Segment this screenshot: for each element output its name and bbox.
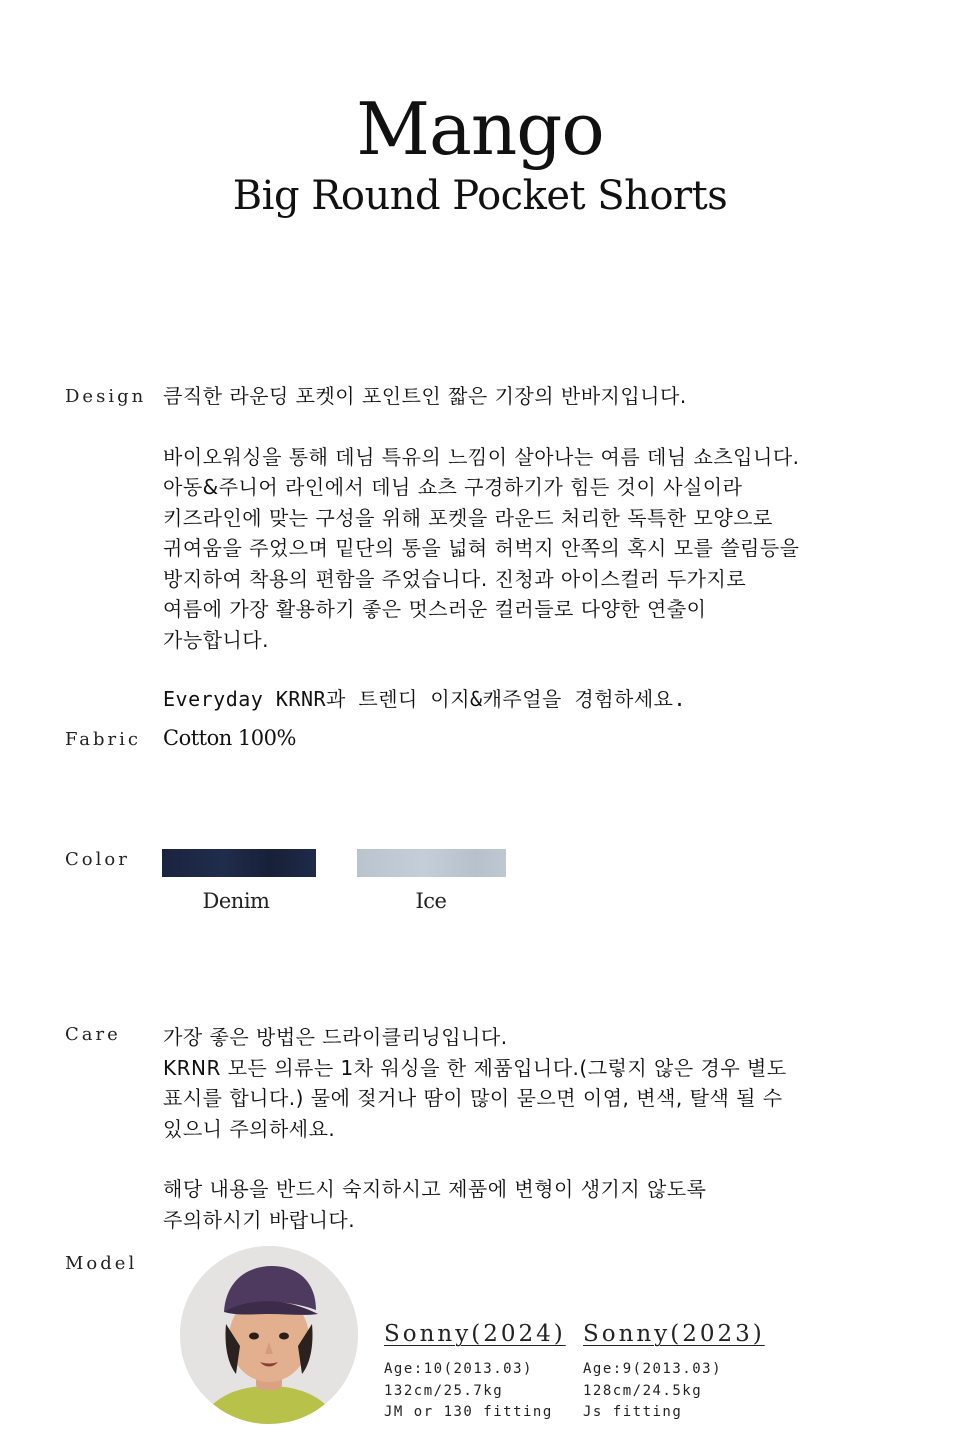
color-label: Color (65, 849, 130, 870)
fabric-label: Fabric (65, 729, 141, 750)
fabric-value: Cotton 100% (163, 726, 296, 750)
model-age-2024: Age:10(2013.03) (384, 1361, 533, 1377)
model-age-2023: Age:9(2013.03) (583, 1361, 723, 1377)
care-paragraph-3: 해당 내용을 반드시 숙지하시고 제품에 변형이 생기지 않도록 주의하시기 바랍니다. (163, 1177, 707, 1232)
model-name-2024: Sonny(2024) (384, 1321, 566, 1347)
product-title: Big Round Pocket Shorts (232, 173, 728, 219)
model-name-2023: Sonny(2023) (583, 1321, 765, 1347)
care-label: Care (65, 1024, 121, 1045)
model-info-2024 (384, 1359, 553, 1424)
model-fitting-2024: JM or 130 fitting (384, 1404, 553, 1420)
model-photo (180, 1246, 358, 1424)
model-size-2024: 132cm/25.7kg (384, 1382, 504, 1399)
care-paragraph-1: 가장 좋은 방법은 드라이클리닝입니다. (163, 1025, 508, 1049)
color-name-ice: Ice (415, 889, 447, 913)
design-paragraph-1: 큼직한 라운딩 포켓이 포인트인 짧은 기장의 반바지입니다. (163, 384, 687, 408)
design-tagline: Everyday KRNR과 트렌디 이지&캐주얼을 경험하세요. (163, 687, 687, 711)
design-label: Design (65, 386, 147, 407)
care-paragraph-2: KRNR 모든 의류는 1차 워싱을 한 제품입니다.(그렇지 않은 경우 별도 표시를 합니다.) 물에 젖거나 땀이 많이 묻으면 이염, 변색, 탈색 될 수 있으니 주의하세요. (163, 1055, 787, 1141)
model-info-2023 (583, 1359, 722, 1424)
model-fitting-2023: Js fitting (583, 1404, 683, 1420)
color-name-denim: Denim (202, 889, 270, 913)
model-label: Model (65, 1253, 138, 1274)
model-avatar-illustration (180, 1246, 358, 1424)
design-description (163, 381, 803, 655)
color-swatch-ice (357, 849, 506, 877)
model-size-2023: 128cm/24.5kg (583, 1382, 703, 1399)
design-paragraph-2: 바이오워싱을 통해 데님 특유의 느낌이 살아나는 여름 데님 쇼츠입니다. 아동&주니어 라인에서 데님 쇼츠 구경하기가 힘든 것이 사실이라 키즈라인에 맞는 구성을 위해 포켓을 라운드 처리한 독특한 모양으로 귀여움을 주었으며 밑단의 통을 넓혀 허벅지 안쪽의 혹시 모를 쓸림등을 방지하여 착용의 편함을 주었습니다. 진청과 아이스컬러 두가지로 여름에 가장 활용하기 좋은 멋스러운 컬러들로 다양한 연출이 가능합니다. (163, 444, 800, 652)
brand-title: Mango (356, 87, 604, 171)
color-swatch-denim (162, 849, 316, 877)
care-description (163, 1022, 803, 1235)
